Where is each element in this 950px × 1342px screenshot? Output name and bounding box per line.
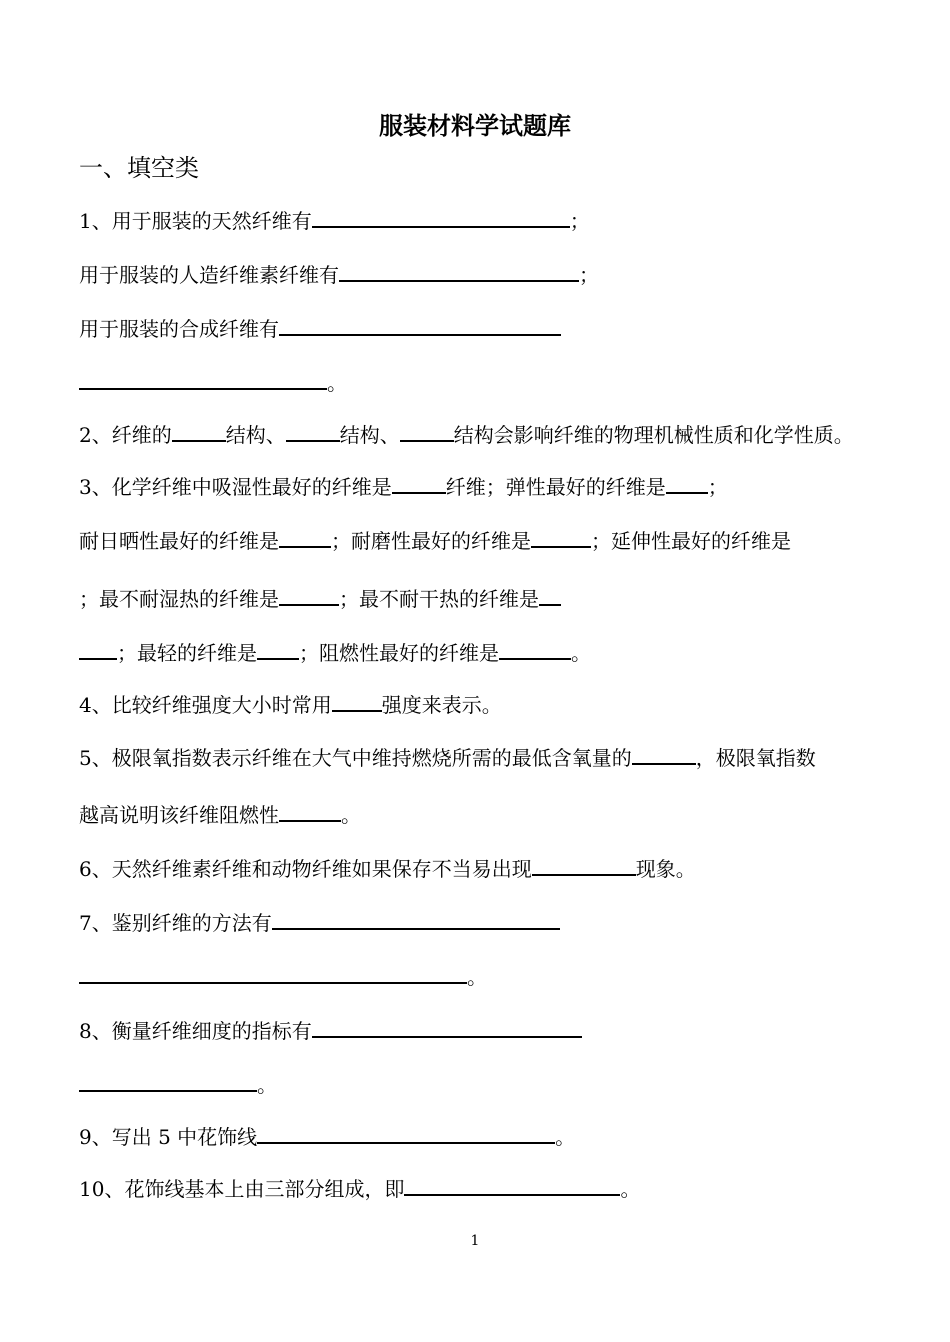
- question-8-line-1: [79, 1014, 582, 1046]
- page-number: 1: [470, 1233, 480, 1249]
- question-text: 5、极限氧指数表示纤维在大气中维持燃烧所需的最低含氧量的: [79, 746, 632, 770]
- question-text: ；最不耐干热的纤维是: [339, 587, 539, 611]
- question-text: 耐日晒性最好的纤维是: [79, 529, 279, 553]
- answer-blank[interactable]: [279, 524, 331, 548]
- question-text: 结构会影响纤维的物理机械性质和化学性质。: [453, 423, 854, 447]
- question-1-line-4: [79, 366, 347, 398]
- question-4: [79, 688, 502, 720]
- answer-blank[interactable]: [312, 1014, 582, 1038]
- question-text: 强度来表示。: [381, 693, 502, 717]
- punctuation: 。: [257, 1073, 277, 1097]
- punctuation: 。: [571, 641, 591, 665]
- question-5-line-1: [79, 741, 816, 773]
- answer-blank[interactable]: [279, 798, 341, 822]
- punctuation: 。: [620, 1177, 641, 1201]
- question-text: 4、比较纤维强度大小时常用: [79, 693, 332, 717]
- answer-blank[interactable]: [531, 524, 591, 548]
- answer-blank[interactable]: [172, 418, 226, 442]
- question-text: 7、鉴别纤维的方法有: [79, 911, 272, 935]
- answer-blank[interactable]: [272, 906, 560, 930]
- answer-blank[interactable]: [539, 582, 561, 606]
- question-text: 1、用于服装的天然纤维有: [79, 209, 312, 233]
- question-3-line-4: [79, 636, 591, 668]
- question-text: ；最轻的纤维是: [117, 641, 257, 665]
- question-text: 10、花饰线基本上由三部分组成，即: [79, 1177, 405, 1201]
- answer-blank[interactable]: [392, 470, 446, 494]
- punctuation: ；: [569, 209, 590, 233]
- question-3-line-2: [79, 524, 791, 556]
- page-title: 服装材料学试题库: [379, 112, 571, 140]
- section-heading: 一、填空类: [79, 154, 199, 182]
- question-5-line-2: [79, 798, 361, 830]
- question-text: 9、写出 5 中花饰线: [79, 1125, 258, 1149]
- question-text: 8、衡量纤维细度的指标有: [79, 1019, 312, 1043]
- question-7-line-2: [79, 960, 487, 992]
- answer-blank[interactable]: [279, 582, 339, 606]
- answer-blank[interactable]: [257, 1120, 555, 1144]
- answer-blank[interactable]: [632, 741, 696, 765]
- answer-blank[interactable]: [499, 636, 571, 660]
- question-1-line-2: [79, 258, 599, 290]
- question-1-line-3: [79, 312, 561, 344]
- answer-blank[interactable]: [339, 258, 579, 282]
- answer-blank[interactable]: [400, 418, 454, 442]
- question-6: [79, 852, 696, 884]
- question-9: [79, 1120, 575, 1152]
- question-text: 用于服装的合成纤维有: [79, 317, 279, 341]
- punctuation: 。: [467, 965, 487, 989]
- punctuation: ；: [579, 263, 599, 287]
- question-text: ；延伸性最好的纤维是: [591, 529, 791, 553]
- question-text: ；阻燃性最好的纤维是: [299, 641, 499, 665]
- answer-blank[interactable]: [257, 636, 299, 660]
- punctuation: ；: [707, 475, 728, 499]
- question-3-line-3: [79, 582, 561, 614]
- question-text: 6、天然纤维素纤维和动物纤维如果保存不当易出现: [79, 857, 532, 881]
- question-2: [79, 418, 854, 450]
- answer-blank[interactable]: [532, 852, 636, 876]
- question-text: ；最不耐湿热的纤维是: [79, 587, 279, 611]
- question-text: 纤维；弹性最好的纤维是: [445, 475, 666, 499]
- answer-blank[interactable]: [332, 688, 382, 712]
- answer-blank[interactable]: [79, 636, 117, 660]
- punctuation: 。: [327, 371, 347, 395]
- question-text: 结构、: [339, 423, 400, 447]
- question-7-line-1: [79, 906, 560, 938]
- answer-blank[interactable]: [404, 1172, 620, 1196]
- question-8-line-2: [79, 1068, 277, 1100]
- question-10: [79, 1172, 640, 1204]
- answer-blank[interactable]: [286, 418, 340, 442]
- question-text: 用于服装的人造纤维素纤维有: [79, 263, 339, 287]
- answer-blank[interactable]: [312, 204, 570, 228]
- answer-blank[interactable]: [79, 1068, 257, 1092]
- question-text: 越高说明该纤维阻燃性: [79, 803, 279, 827]
- answer-blank[interactable]: [666, 470, 708, 494]
- punctuation: 。: [341, 803, 361, 827]
- answer-blank[interactable]: [79, 366, 327, 390]
- question-text: 结构、: [225, 423, 286, 447]
- question-text: 2、纤维的: [79, 423, 172, 447]
- question-3-line-1: [79, 470, 728, 502]
- question-text: 现象。: [635, 857, 696, 881]
- question-text: ，极限氧指数: [695, 746, 816, 770]
- question-text: ；耐磨性最好的纤维是: [331, 529, 531, 553]
- question-1-line-1: [79, 204, 590, 236]
- question-text: 3、化学纤维中吸湿性最好的纤维是: [79, 475, 392, 499]
- punctuation: 。: [555, 1125, 576, 1149]
- answer-blank[interactable]: [279, 312, 561, 336]
- answer-blank[interactable]: [79, 960, 467, 984]
